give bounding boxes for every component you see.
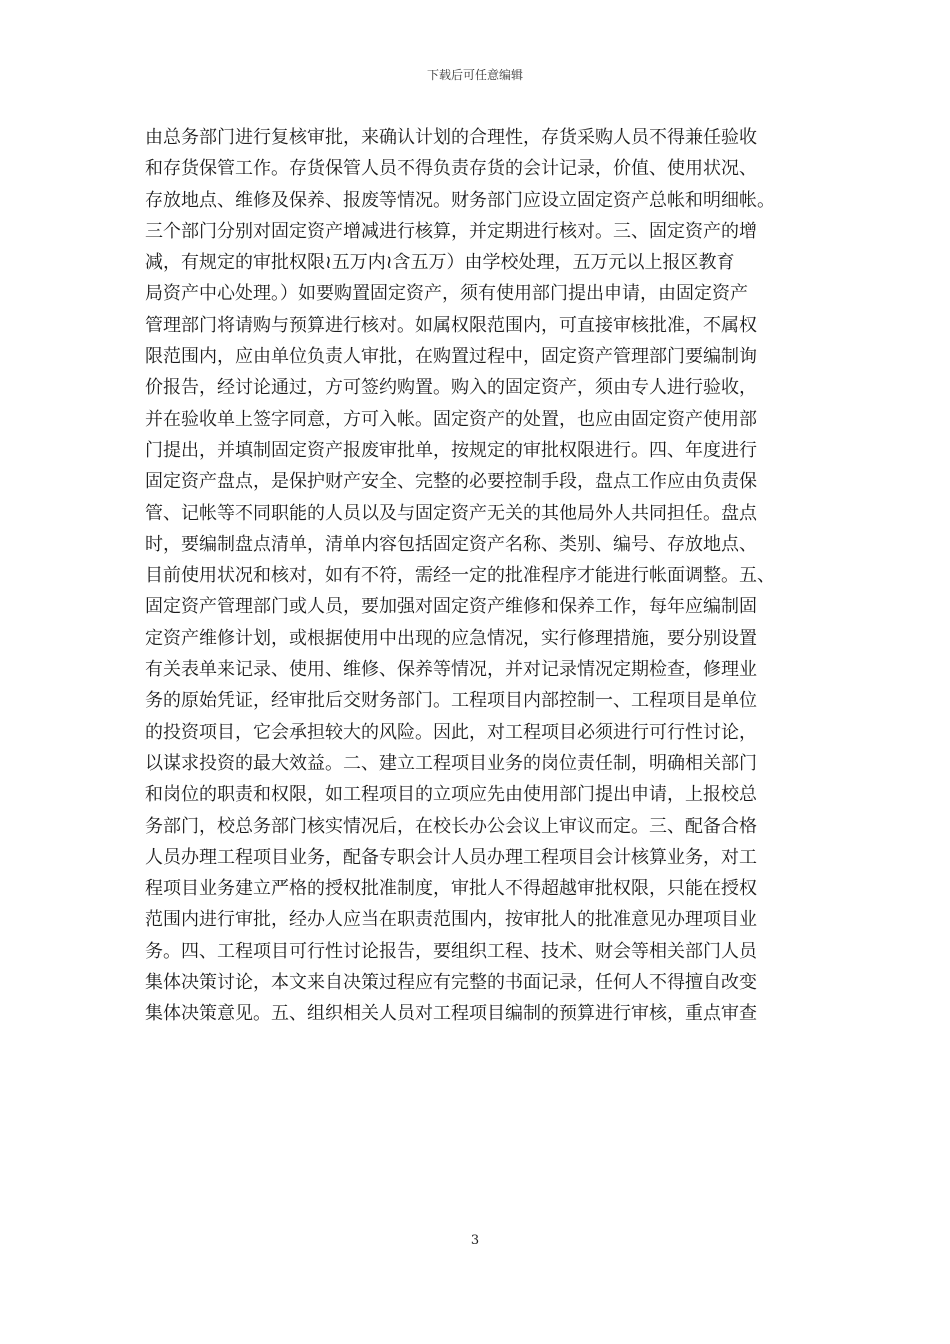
body-line: 务部门，校总务部门核实情况后，在校长办公会议上审议而定。三、配备合格 bbox=[145, 815, 757, 837]
body-line: 集体决策讨论，本文来自决策过程应有完整的书面记录，任何人不得擅自改变 bbox=[145, 972, 757, 994]
page-header: 下载后可任意编辑 bbox=[426, 68, 523, 82]
body-line: 固定资产盘点，是保护财产安全、完整的必要控制手段，盘点工作应由负责保 bbox=[145, 471, 757, 493]
body-line: 人员办理工程项目业务，配备专职会计人员办理工程项目会计核算业务，对工 bbox=[145, 846, 757, 868]
body-line: 以谋求投资的最大效益。二、建立工程项目业务的岗位责任制，明确相关部门 bbox=[145, 752, 757, 774]
body-line: 管理部门将请购与预算进行核对。如属权限范围内，可直接审核批准，不属权 bbox=[145, 314, 757, 336]
body-line: 范围内进行审批，经办人应当在职责范围内，按审批人的批准意见办理项目业 bbox=[145, 909, 757, 931]
body-line: 管、记帐等不同职能的人员以及与固定资产无关的其他局外人共同担任。盘点 bbox=[145, 502, 757, 524]
body-line: 固定资产管理部门或人员，要加强对固定资产维修和保养工作，每年应编制固 bbox=[145, 596, 757, 618]
document-body bbox=[145, 122, 810, 1030]
body-line: 务的原始凭证，经审批后交财务部门。工程项目内部控制一、工程项目是单位 bbox=[145, 690, 757, 712]
body-line: 门提出，并填制固定资产报废审批单，按规定的审批权限进行。四、年度进行 bbox=[145, 439, 757, 461]
body-line: 局资产中心处理。）如要购置固定资产，须有使用部门提出申请，由固定资产 bbox=[145, 283, 748, 305]
body-line: 程项目业务建立严格的授权批准制度，审批人不得超越审批权限，只能在授权 bbox=[145, 878, 757, 900]
body-line: 定资产维修计划，或根据使用中出现的应急情况，实行修理措施，要分别设置 bbox=[145, 627, 757, 649]
body-line: 集体决策意见。五、组织相关人员对工程项目编制的预算进行审核，重点审查 bbox=[145, 1003, 757, 1025]
body-line: 的投资项目，它会承担较大的风险。因此，对工程项目必须进行可行性讨论， bbox=[145, 721, 757, 743]
body-line: 并在验收单上签字同意，方可入帐。固定资产的处置，也应由固定资产使用部 bbox=[145, 408, 757, 430]
body-line: 限范围内，应由单位负责人审批，在购置过程中，固定资产管理部门要编制询 bbox=[145, 346, 757, 368]
body-line: 由总务部门进行复核审批，来确认计划的合理性，存货采购人员不得兼任验收 bbox=[145, 127, 757, 148]
body-line: 和存货保管工作。存货保管人员不得负责存货的会计记录，价值、使用状况、 bbox=[145, 158, 757, 180]
body-line: 有关表单来记录、使用、维修、保养等情况，并对记录情况定期检查，修理业 bbox=[145, 659, 757, 681]
body-line: 三个部门分别对固定资产增减进行核算，并定期进行核对。三、固定资产的增 bbox=[145, 220, 757, 242]
body-line: 务。四、工程项目可行性讨论报告，要组织工程、技术、财会等相关部门人员 bbox=[145, 940, 757, 962]
body-line: 价报告，经讨论通过，方可签约购置。购入的固定资产，须由专人进行验收， bbox=[145, 377, 757, 399]
body-line: 时，要编制盘点清单，清单内容包括固定资产名称、类别、编号、存放地点、 bbox=[145, 533, 757, 555]
body-line: 和岗位的职责和权限，如工程项目的立项应先由使用部门提出申请，上报校总 bbox=[145, 784, 757, 806]
page-number: 3 bbox=[470, 1233, 480, 1248]
body-line: 目前使用状况和核对，如有不符，需经一定的批准程序才能进行帐面调整。五、 bbox=[145, 565, 775, 587]
body-line: 减，有规定的审批权限≀五万内≀含五万）由学校处理，五万元以上报区教育 bbox=[145, 252, 735, 274]
body-line: 存放地点、维修及保养、报废等情况。财务部门应设立固定资产总帐和明细帐。 bbox=[145, 189, 775, 211]
